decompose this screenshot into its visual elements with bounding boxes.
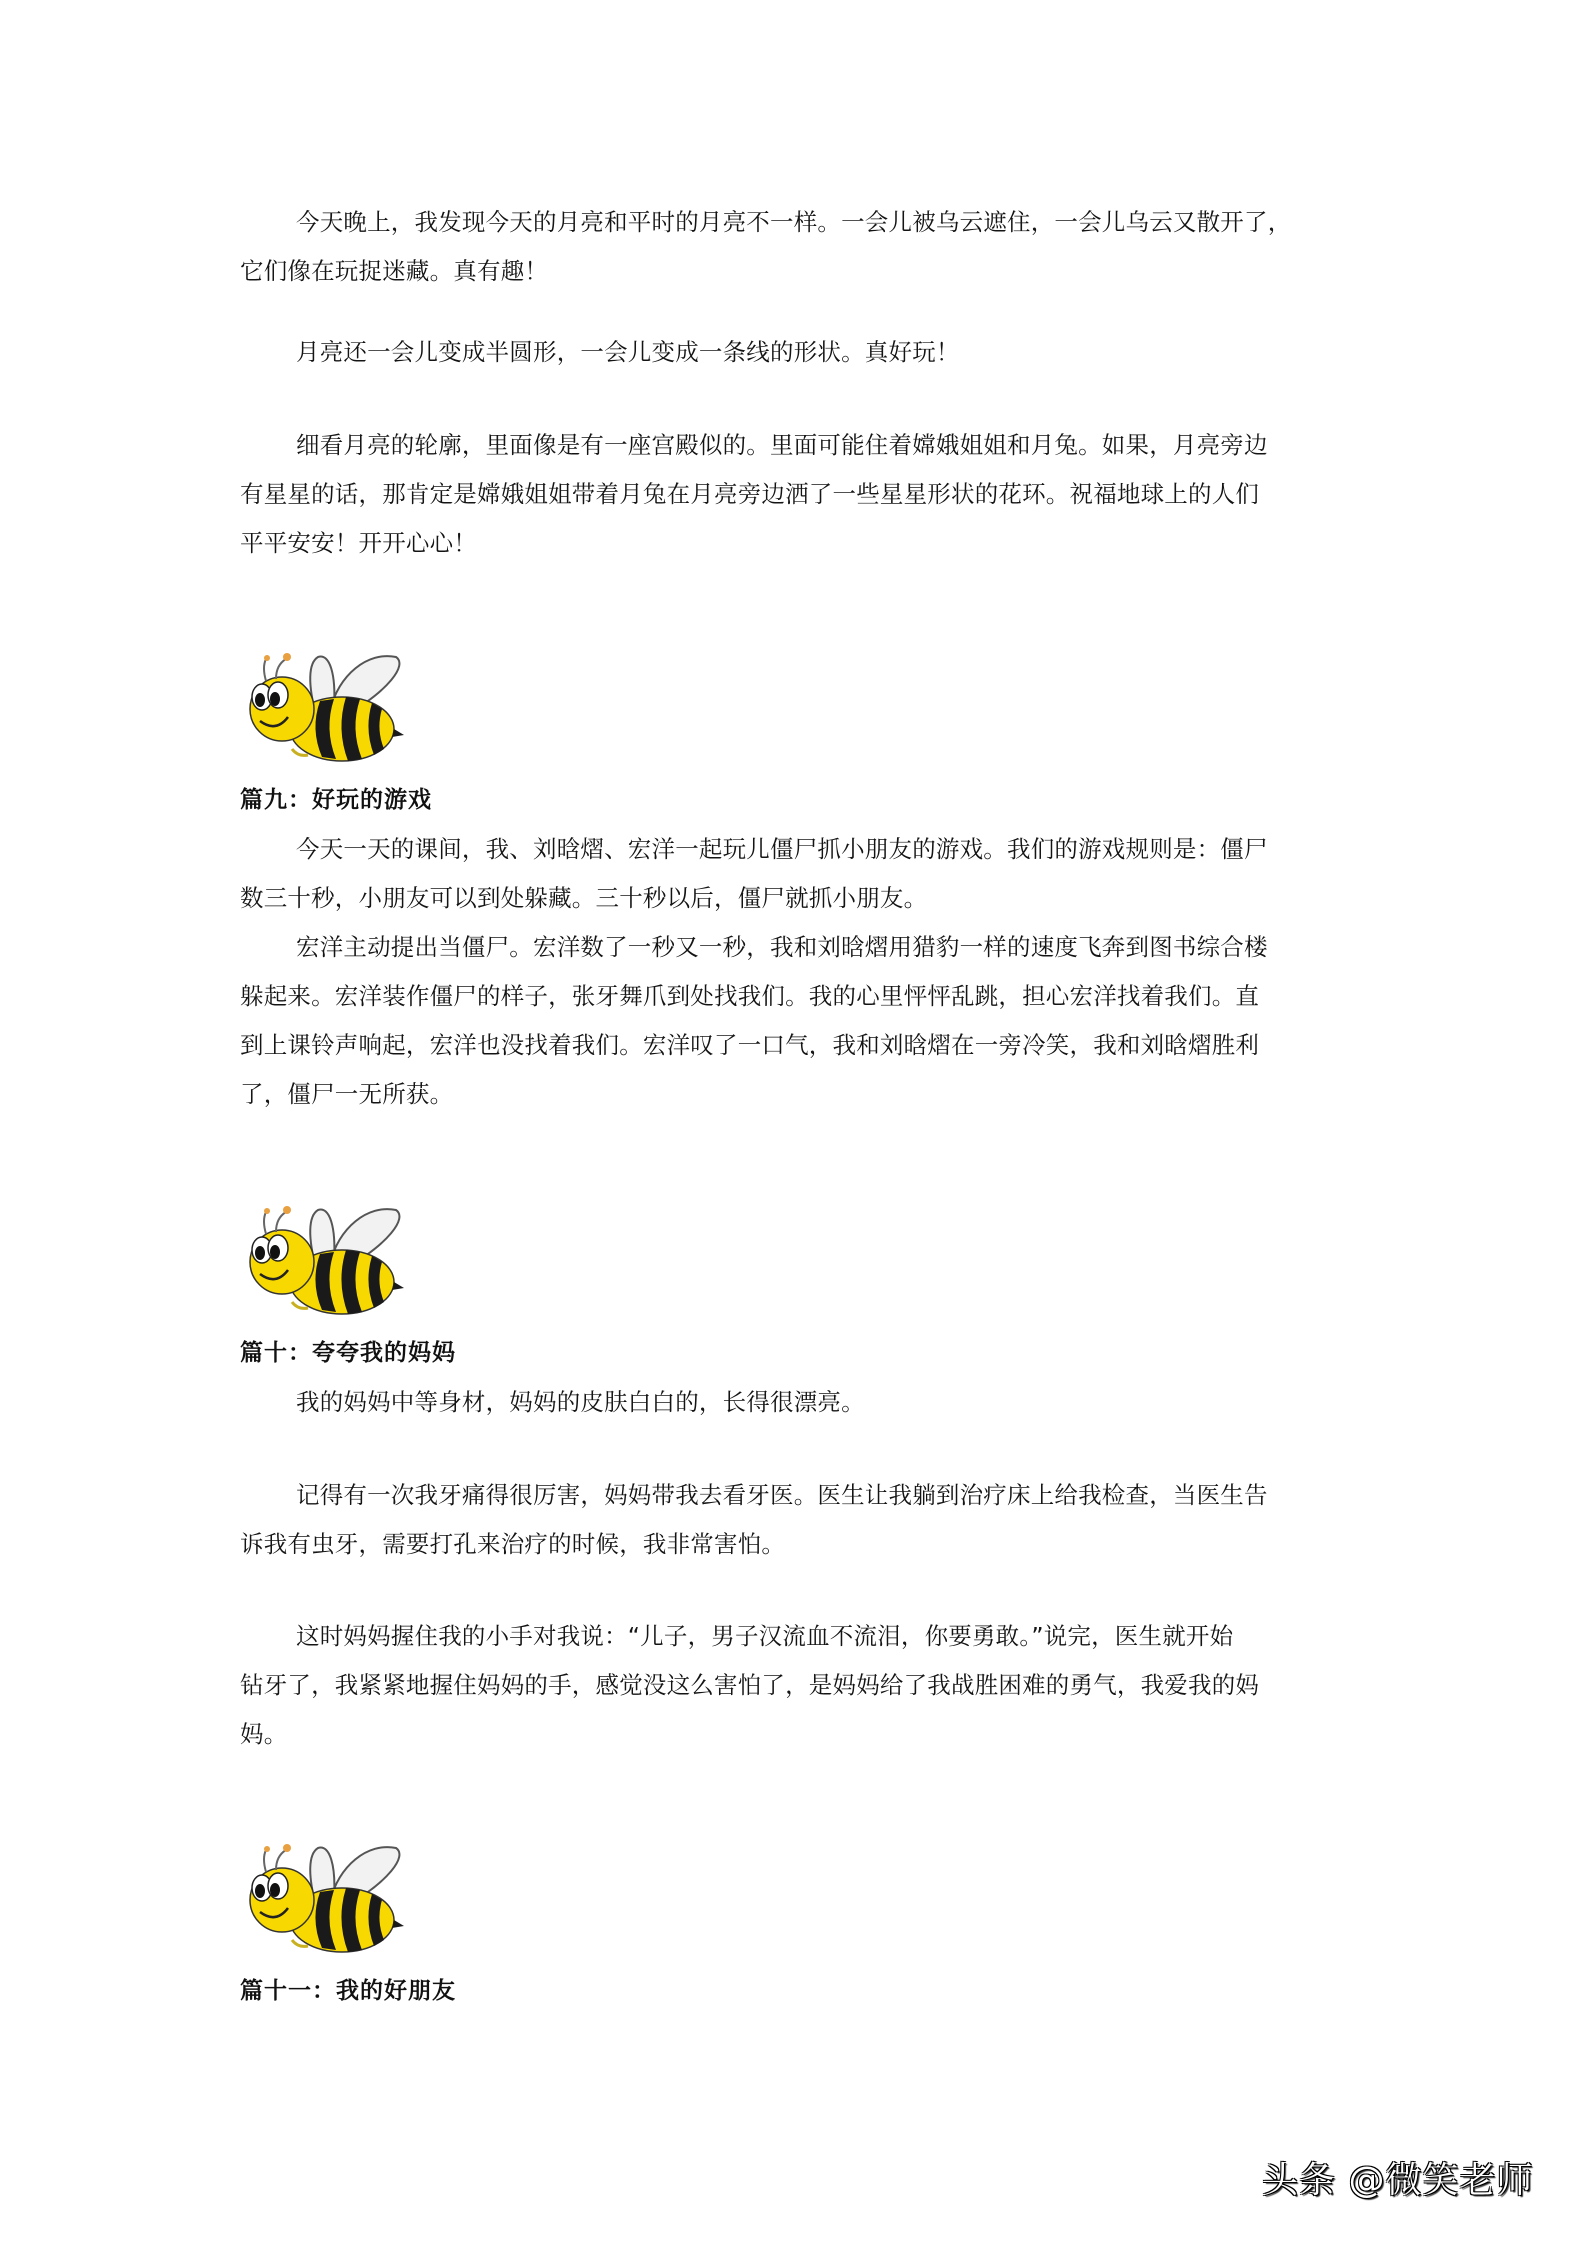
text-line: 这时妈妈握住我的小手对我说：“儿子，男子汉流血不流泪，你要勇敢。”说完，医生就开始 — [296, 1622, 1234, 1650]
text-line: 它们像在玩捉迷藏。真有趣！ — [240, 257, 549, 285]
section-heading: 篇九：好玩的游戏 — [240, 787, 432, 813]
text-line: 平平安安！开开心心！ — [240, 529, 477, 557]
bee-icon — [238, 1198, 406, 1320]
text-line: 妈。 — [240, 1720, 288, 1748]
text-line: 今天一天的课间，我、刘晗熠、宏洋一起玩儿僵尸抓小朋友的游戏。我们的游戏规则是：僵尸 — [296, 835, 1268, 863]
text-line: 月亮还一会儿变成半圆形，一会儿变成一条线的形状。真好玩！ — [296, 338, 960, 366]
text-line: 我的妈妈中等身材，妈妈的皮肤白白的，长得很漂亮。 — [296, 1388, 865, 1416]
bee-icon — [238, 645, 406, 767]
text-line: 有星星的话，那肯定是嫦娥姐姐带着月兔在月亮旁边洒了一些星星形状的花环。祝福地球上的人们 — [240, 480, 1260, 508]
text-line: 细看月亮的轮廓，里面像是有一座宫殿似的。里面可能住着嫦娥姐姐和月兔。如果，月亮旁边 — [296, 431, 1268, 459]
text-line: 诉我有虫牙，需要打孔来治疗的时候，我非常害怕。 — [240, 1530, 786, 1558]
section-heading: 篇十：夸夸我的妈妈 — [240, 1340, 456, 1366]
text-line: 记得有一次我牙痛得很厉害，妈妈带我去看牙医。医生让我躺到治疗床上给我检查，当医生告 — [296, 1481, 1268, 1509]
text-line: 宏洋主动提出当僵尸。宏洋数了一秒又一秒，我和刘晗熠用猎豹一样的速度飞奔到图书综合楼 — [296, 933, 1268, 961]
text-line: 钻牙了，我紧紧地握住妈妈的手，感觉没这么害怕了，是妈妈给了我战胜困难的勇气，我爱我的妈 — [240, 1671, 1260, 1699]
text-line: 了，僵尸一无所获。 — [240, 1080, 454, 1108]
text-line: 今天晚上，我发现今天的月亮和平时的月亮不一样。一会儿被乌云遮住，一会儿乌云又散开了， — [296, 208, 1292, 236]
section-heading: 篇十一：我的好朋友 — [240, 1978, 456, 2004]
text-line: 躲起来。宏洋装作僵尸的样子，张牙舞爪到处找我们。我的心里怦怦乱跳，担心宏洋找着我们。直 — [240, 982, 1260, 1010]
watermark: 头条 @微笑老师 — [1262, 2160, 1534, 2201]
bee-icon — [238, 1836, 406, 1958]
text-line: 数三十秒，小朋友可以到处躲藏。三十秒以后，僵尸就抓小朋友。 — [240, 884, 928, 912]
text-line: 到上课铃声响起，宏洋也没找着我们。宏洋叹了一口气，我和刘晗熠在一旁冷笑，我和刘晗熠胜利 — [240, 1031, 1260, 1059]
